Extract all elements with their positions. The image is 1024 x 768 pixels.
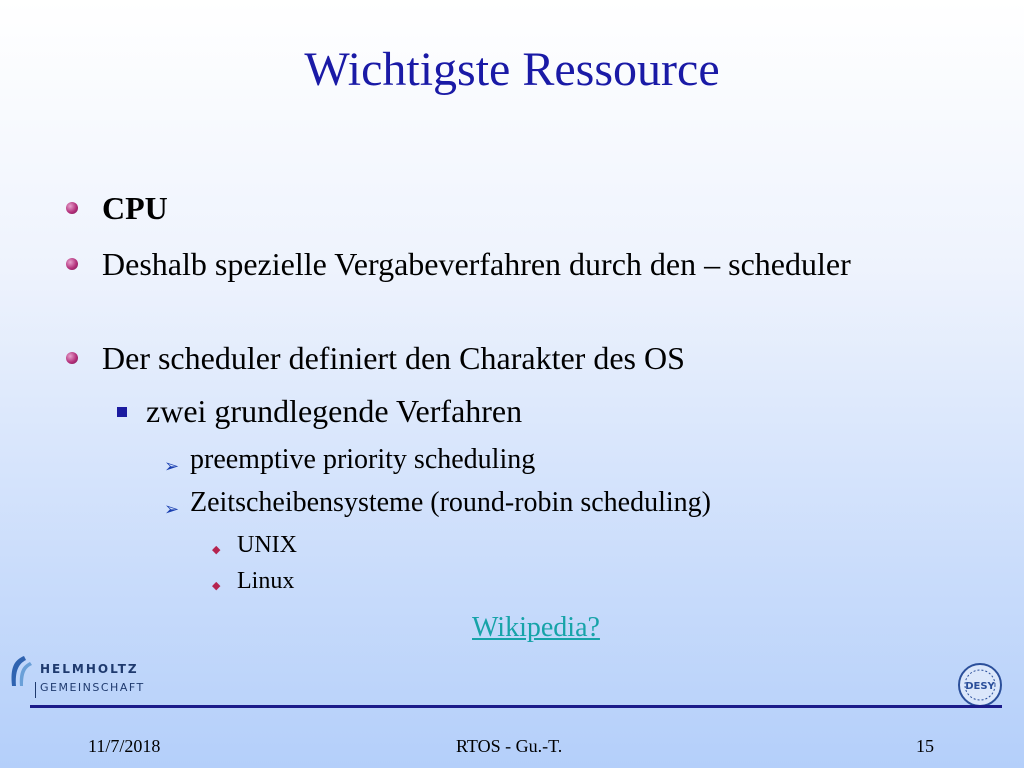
helmholtz-line2: GEMEINSCHAFT [40,681,145,694]
arrow-bullet-icon: ➢ [164,499,180,520]
item-unix [212,530,297,560]
round-bullet-icon [66,258,78,270]
sub-bullet-verfahren [146,392,522,430]
diamond-bullet-icon: ◆ [212,543,221,556]
desy-logo-text: DESY [965,681,995,692]
bullet-text: CPU [102,190,168,226]
desy-logo [957,662,1003,708]
sub-bullet-text: zwei grundlegende Verfahren [146,393,523,429]
arrow-bullet-icon: ➢ [164,456,180,477]
sub-sub-bullet-round-robin [164,486,711,520]
bullet-cpu [102,189,962,227]
wikipedia-link[interactable]: Wikipedia? [472,612,600,643]
diamond-bullet-icon: ◆ [212,579,221,592]
helmholtz-emblem-icon [6,654,34,688]
round-bullet-icon [66,352,78,364]
helmholtz-logo [6,654,145,702]
item-text: UNIX [237,532,297,558]
bullet-scheduler [102,245,962,283]
sub-sub-bullet-preemptive [164,443,536,477]
footer-title: RTOS - Gu.-T. [456,736,563,756]
helmholtz-line1: HELMHOLTZ [40,662,139,676]
round-bullet-icon [66,202,78,214]
bullet-text: Deshalb spezielle Vergabeverfahren durch den – scheduler [102,246,851,282]
sub-sub-bullet-text: preemptive priority scheduling [190,444,536,475]
item-linux [212,566,295,596]
item-text: Linux [237,568,295,594]
bullet-os-character [102,339,962,377]
helmholtz-separator [35,682,36,698]
footer-date: 11/7/2018 [88,736,161,756]
square-bullet-icon [117,407,127,417]
footer-divider [30,705,1002,708]
sub-sub-bullet-text: Zeitscheibensysteme (round-robin scheduling) [190,487,711,518]
slide-title: Wichtigste Ressource [304,43,720,96]
bullet-text: Der scheduler definiert den Charakter des OS [102,340,685,376]
slide-number: 15 [916,736,934,756]
